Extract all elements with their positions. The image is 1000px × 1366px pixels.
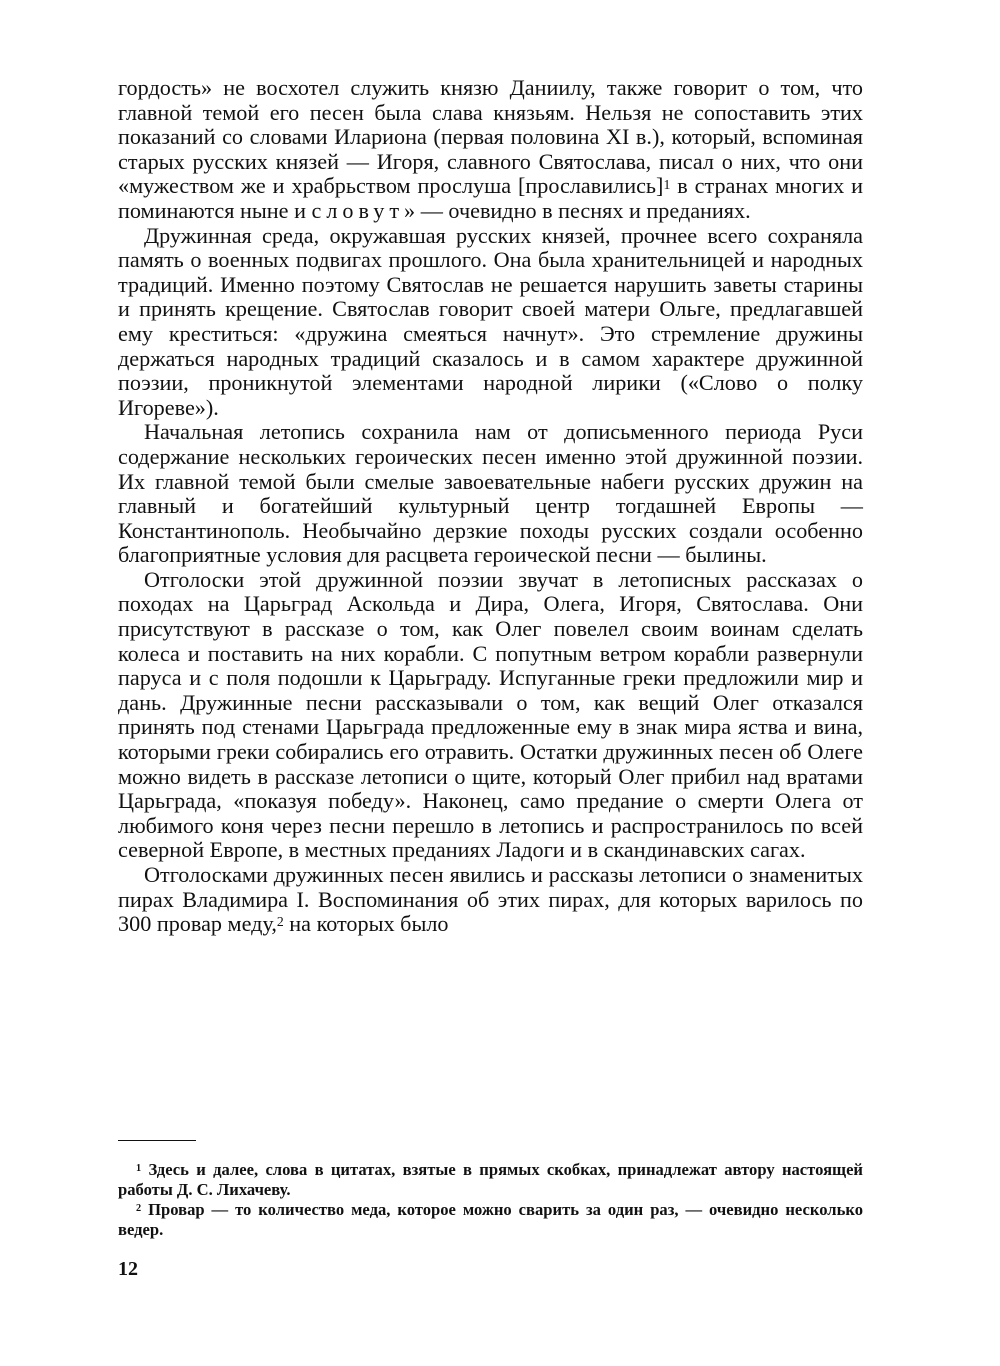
- main-text: [118, 76, 863, 937]
- paragraph-1-text-b: в странах многих и поминаются ныне и: [118, 173, 864, 223]
- paragraph-1-text-a: гордость» не восхотел служить князю Даниилу, также говорит о том, что главной темой его песен была слава князьям. Нельзя не сопоставить этих показаний со словами Илариона (первая половина XI в.), который, вспоминая старых русских князей — Игоря, славного Святослава, писал о них, что они «мужеством же и храбрьством прослуша [прославились]: [118, 75, 863, 199]
- page-number: 12: [118, 1258, 138, 1280]
- paragraph-3: Начальная летопись сохранила нам от дописьменного периода Руси содержание нескольких героических песен именно этой дружинной поэзии. Их главной темой были смелые завоевательные набеги русских дружин на главный и богатейший культурный центр тогдашней Европы — Константинополь. Необычайно дерзкие походы русских создали особенно благоприятные условия для расцвета героической песни — былины.: [118, 419, 863, 568]
- footnote-divider: [118, 1140, 196, 1141]
- footnote-ref-1[interactable]: 1: [663, 176, 671, 192]
- paragraph-2: Дружинная среда, окружавшая русских князей, прочнее всего сохраняла память о военных подвигах прошлого. Она была хранительницей и народных традиций. Именно поэтому Святослав не решается нарушить заветы старины и принять крещение. Святослав говорит своей матери Ольге, предлагавшей ему креститься: «дружина смеяться начнут». Это стремление дружины держаться народных традиций сказалось и в самом характере дружинной поэзии, проникнутой элементами народной лирики («Слово о полку Игореве»).: [118, 222, 863, 420]
- paragraph-5-text-b: на которых было: [283, 911, 449, 937]
- footnote-2-text: Провар — то количество меда, которое можно сварить за один раз, — очевидно несколько ведер.: [118, 1200, 863, 1239]
- footnote-mark-2: 2: [136, 1203, 142, 1215]
- paragraph-4: Отголоски этой дружинной поэзии звучат в летописных рассказах о походах на Царьград Аскольда и Дира, Олега, Игоря, Святослава. Они присутствуют в рассказе о том, как Олег повелел своим воинам сделать колеса и поставить на них корабли. С попутным ветром корабли развернули паруса и с поля подошли к Царьграду. Испуганные греки предложили мир и дань. Дружинные песни рассказывали о том, как вещий Олег отказался принять под стенами Царьграда предложенные ему в знак мира яства и вина, которыми греки собирались его отравить. Остатки дружинных песен об Олеге можно видеть в рассказе летописи о щите, который Олег прибил над вратами Царьграда, «показуя победу». Наконец, само предание о смерти Олега от любимого коня через песни перешло в летопись и распространилось по всей северной Европе, в местных преданиях Ладоги и в скандинавских сагах.: [118, 566, 863, 863]
- footnote-1: [118, 1160, 863, 1200]
- paragraph-5: [118, 863, 863, 937]
- footnote-ref-2[interactable]: 2: [276, 914, 284, 930]
- paragraph-1: [118, 76, 863, 224]
- paragraph-5-text-a: Отголосками дружинных песен явились и рассказы летописи о знаменитых пирах Владимира I. Воспоминания об этих пирах, для которых варилось по 300 провар меду,: [118, 862, 863, 937]
- footnote-1-text: Здесь и далее, слова в цитатах, взятые в прямых скобках, принадлежат автору настоящей работы Д. С. Лихачеву.: [118, 1160, 863, 1199]
- spaced-word: словут: [311, 197, 405, 223]
- footnotes: [118, 1160, 863, 1240]
- footnote-2: [118, 1200, 863, 1240]
- paragraph-1-text-c: » — очевидно в песнях и преданиях.: [404, 197, 751, 223]
- footnote-mark-1: 1: [136, 1163, 142, 1175]
